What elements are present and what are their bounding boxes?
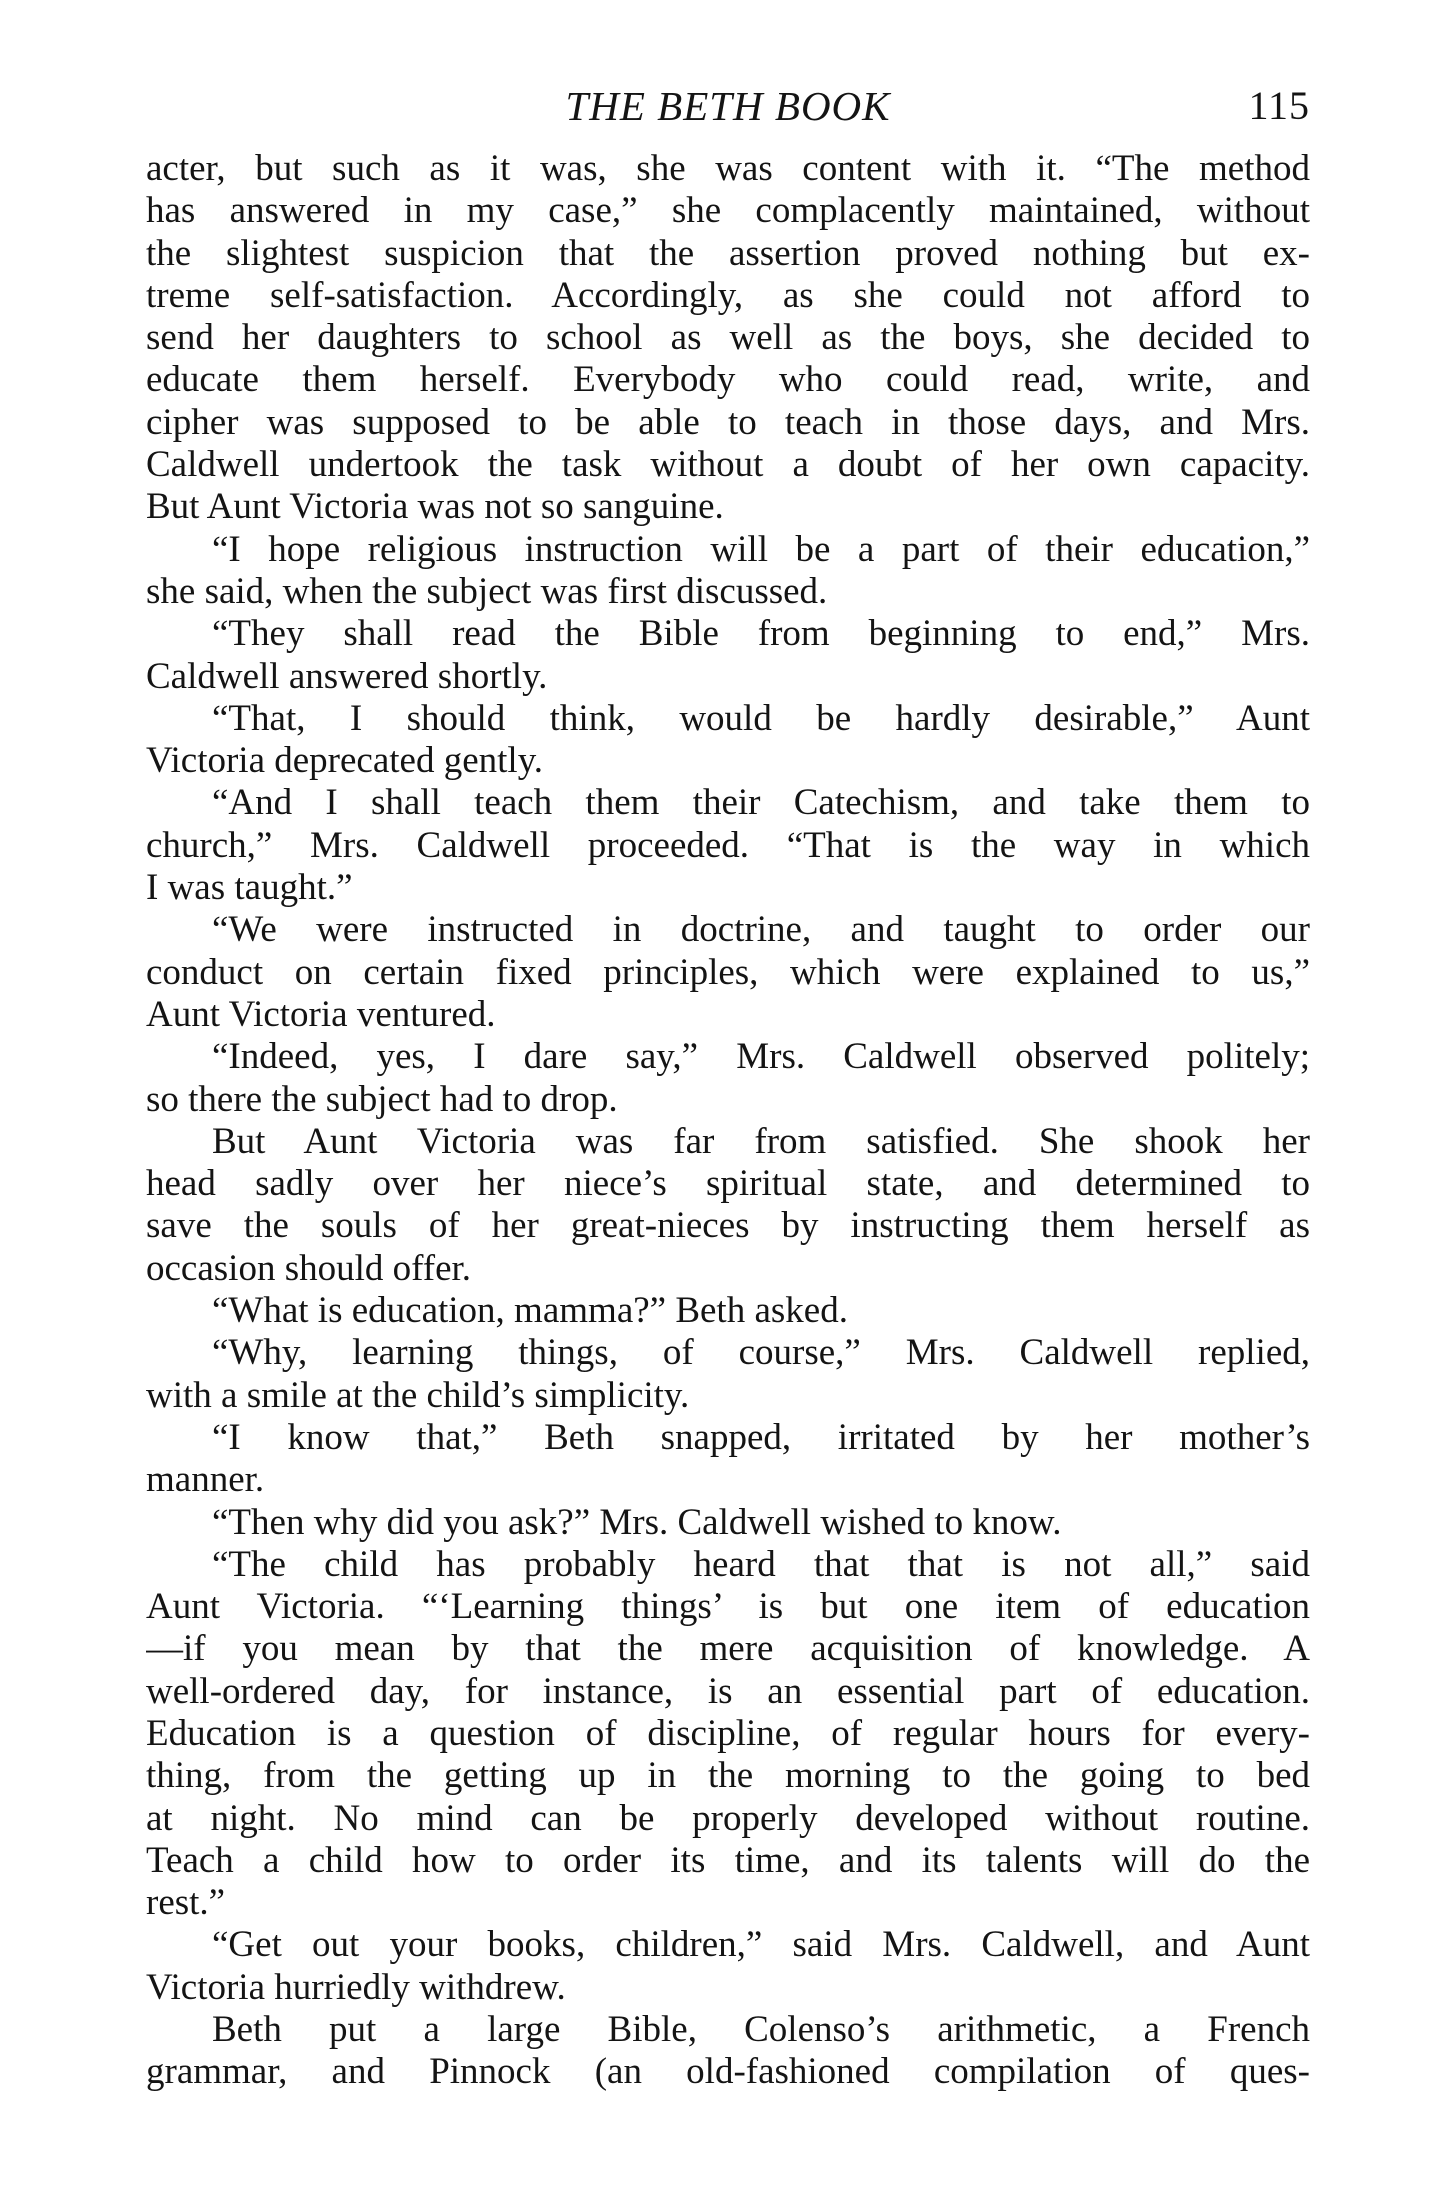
text-line: Aunt Victoria ventured. [146,993,496,1035]
text-line: “We were instructed in doctrine, and taught to order our [212,909,1310,951]
text-line: manner. [146,1459,265,1501]
text-line: rest.” [146,1882,226,1924]
text-line: head sadly over her niece’s spiritual state, and determined to [146,1163,1310,1205]
page-header [146,76,1310,136]
text-line: the slightest suspicion that the assertion proved nothing but ex- [146,232,1310,274]
text-line: acter, but such as it was, she was content with it. “The method [146,148,1310,189]
text-line: grammar, and Pinnock (an old-fashioned compilation of ques- [146,2051,1310,2093]
text-line: Caldwell answered shortly. [146,655,548,697]
text-line: I was taught.” [146,867,353,909]
text-line: “They shall read the Bible from beginning to end,” Mrs. [212,613,1310,655]
text-line: —if you mean by that the mere acquisition of knowledge. A [146,1628,1310,1670]
text-line: “Then why did you ask?” Mrs. Caldwell wished to know. [212,1501,1062,1543]
text-line: save the souls of her great-nieces by instructing them herself as [146,1205,1310,1247]
text-line: “Get out your books, children,” said Mrs. Caldwell, and Aunt [212,1924,1310,1966]
text-line: church,” Mrs. Caldwell proceeded. “That is the way in which [146,824,1310,866]
text-line: Education is a question of discipline, of regular hours for every- [146,1712,1310,1754]
text-line: “And I shall teach them their Catechism, and take them to [212,782,1310,824]
text-line: Victoria hurriedly withdrew. [146,1966,566,2008]
text-line: “What is education, mamma?” Beth asked. [212,1290,848,1332]
text-line: Caldwell undertook the task without a doubt of her own capacity. [146,444,1310,486]
text-line: But Aunt Victoria was far from satisfied. She shook her [212,1120,1310,1162]
text-line: she said, when the subject was first discussed. [146,570,828,612]
text-line: “That, I should think, would be hardly desirable,” Aunt [212,697,1310,739]
text-line: cipher was supposed to be able to teach in those days, and Mrs. [146,401,1310,443]
text-line: conduct on certain fixed principles, which were explained to us,” [146,951,1310,993]
text-line: Victoria deprecated gently. [146,740,544,782]
text-line: Teach a child how to order its time, and its talents will do the [146,1839,1310,1881]
text-line: “Indeed, yes, I dare say,” Mrs. Caldwell observed politely; [212,1036,1310,1078]
text-line: at night. No mind can be properly developed without routine. [146,1797,1310,1839]
text-line: with a smile at the child’s simplicity. [146,1374,690,1416]
text-line: “Why, learning things, of course,” Mrs. Caldwell replied, [212,1332,1310,1374]
running-title: THE BETH BOOK [565,83,891,129]
text-line: But Aunt Victoria was not so sanguine. [146,486,724,528]
text-line: so there the subject had to drop. [146,1078,618,1120]
text-line: well-ordered day, for instance, is an essential part of education. [146,1670,1310,1712]
text-line: send her daughters to school as well as the boys, she decided to [146,317,1310,359]
text-line: “The child has probably heard that that is not all,” said [212,1543,1310,1585]
text-line: treme self-satisfaction. Accordingly, as she could not afford to [146,274,1310,316]
text-line: “I know that,” Beth snapped, irritated by her mother’s [212,1416,1310,1458]
page-number: 115 [1248,83,1310,128]
text-line: occasion should offer. [146,1247,472,1289]
text-line: “I hope religious instruction will be a part of their education,” [212,528,1310,570]
text-line: Aunt Victoria. “‘Learning things’ is but one item of education [146,1586,1310,1628]
body-text [146,148,1310,2094]
text-line: has answered in my case,” she complacently maintained, without [146,190,1310,232]
text-line: Beth put a large Bible, Colenso’s arithmetic, a French [212,2009,1310,2051]
text-line: thing, from the getting up in the morning to the going to bed [146,1755,1310,1797]
text-line: educate them herself. Everybody who could read, write, and [146,359,1310,401]
